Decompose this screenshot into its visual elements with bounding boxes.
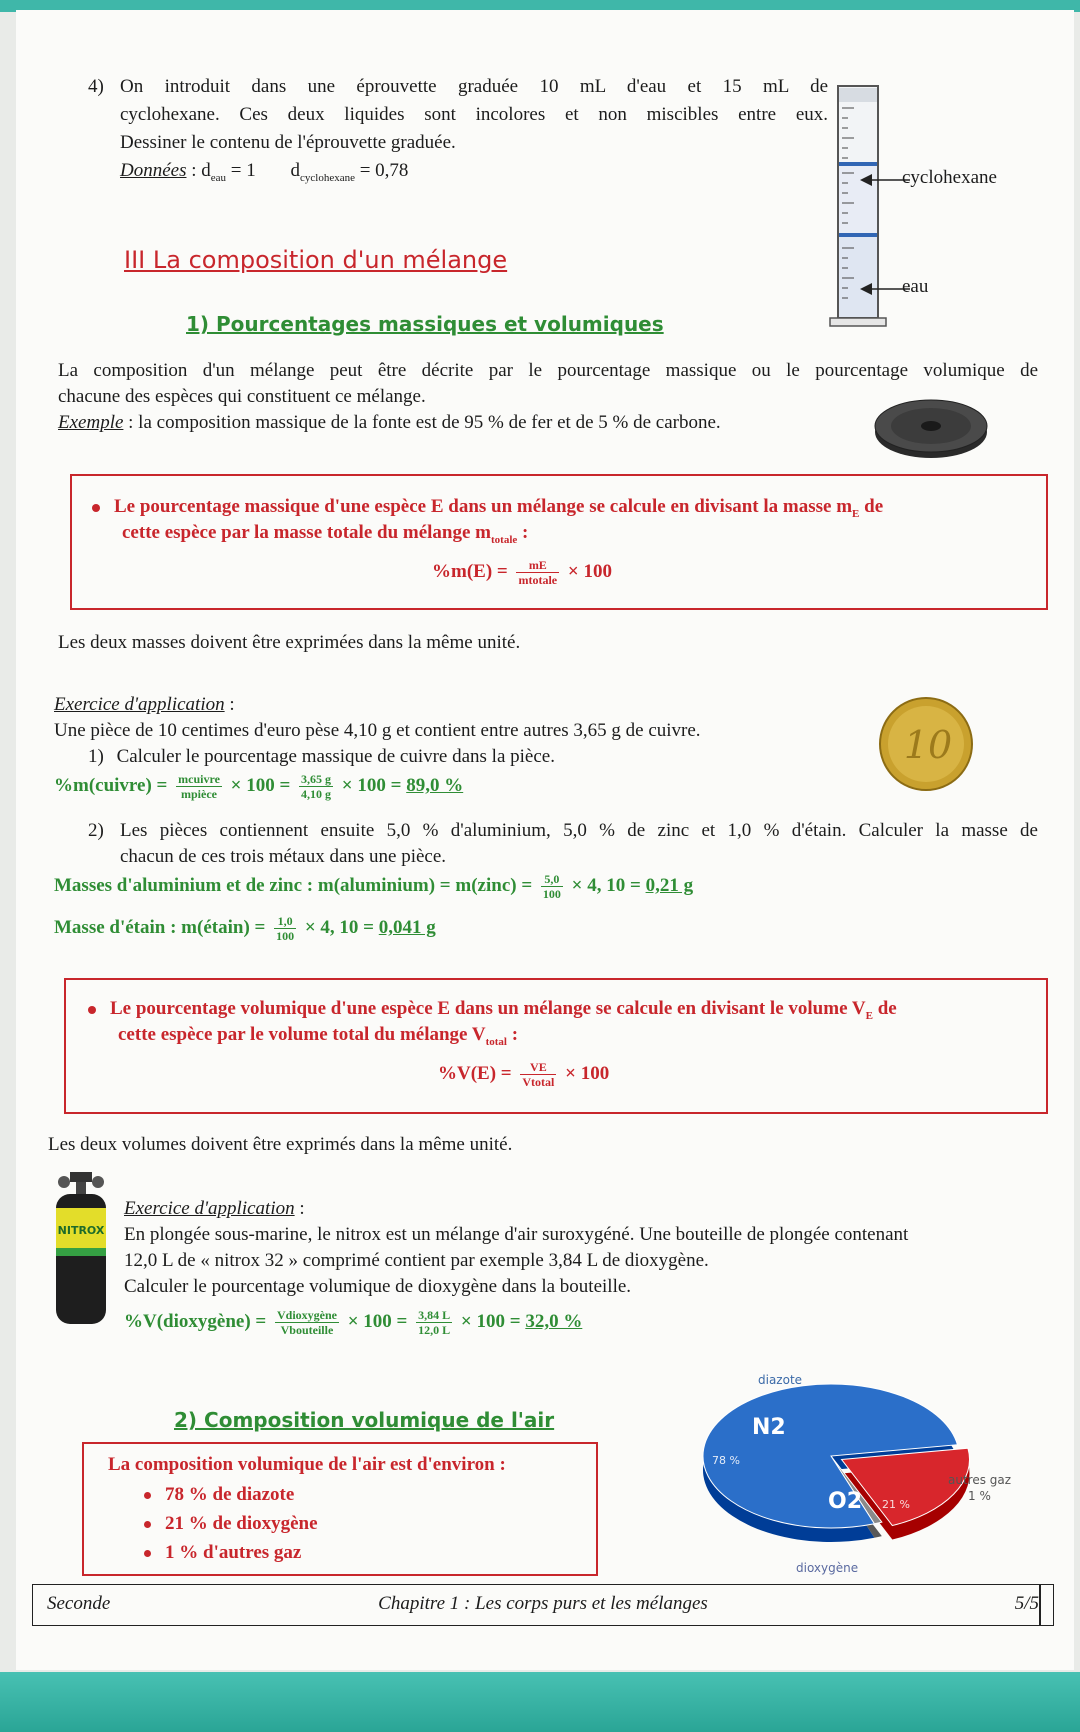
vol-def-line-2 [118,1022,518,1055]
pie-label-dioxygene: dioxygène [796,1561,859,1575]
d-cyclohexane: d [290,160,300,181]
pie-label-n2-pct: 78 % [712,1454,740,1467]
pie-label-autres: autres gaz [948,1473,1012,1487]
exercise-2-line-1: En plongée sous-marine, le nitrox est un mélange d'air suroxygéné. Une bouteille de plongée contenant [124,1224,909,1245]
d-cyclohexane-sub: cyclohexane [300,171,355,184]
exercise-1-answer-3 [54,914,436,943]
air-item-2-text: 21 % de dioxygène [165,1513,318,1534]
subsection-1-title: 1) Pourcentages massiques et volumiques [186,312,664,336]
volume-unit-note: Les deux volumes doivent être exprimés dans la même unité. [48,1134,513,1155]
question-number: 4) [88,76,104,97]
example-line [58,410,721,436]
mass-formula-rhs: × 100 [567,560,612,582]
d-eau-sub: eau [210,171,227,184]
graduated-cylinder-icon [828,78,890,338]
a2-num: 5,0 [541,872,563,887]
a1-result: 89,0 % [406,774,464,796]
air-item-2 [144,1511,318,1537]
mass-unit-note: Les deux masses doivent être exprimées dans la même unité. [58,632,521,653]
exercise-1-q2 [88,818,1038,844]
air-box-title: La composition volumique de l'air est d'environ : [108,1454,506,1475]
vol-def-end-2: : [507,1024,519,1045]
exercise-2-answer [124,1308,582,1337]
mass-def-end-2: : [517,522,529,543]
a3-num: 1,0 [274,914,296,929]
footer [32,1584,1054,1626]
section-title: III La composition d'un mélange [124,246,508,274]
euro-coin-icon [878,696,974,792]
nitrox-bottle-icon [46,1170,116,1330]
vol-formula [438,1060,609,1089]
d-cyclohexane-value: = 0,78 [354,160,409,181]
ex2-lhs: %V(dioxygène) = [124,1310,267,1332]
vol-def-sub-2: total [485,1035,507,1048]
air-composition-pie-chart [696,1356,1036,1586]
exercise-1-intro: Une pièce de 10 centimes d'euro pèse 4,10 g et contient entre autres 3,65 g de cuivre. [54,720,701,741]
exercise-2-colon: : [294,1198,305,1219]
intro-line-1: La composition d'un mélange peut être décrite par le pourcentage massique ou le pourcentage volumique de [58,360,1038,381]
q4-line-2: cyclohexane. Ces deux liquides sont incolores et non miscibles entre eux. [120,104,828,125]
q4-line-3: Dessiner le contenu de l'éprouvette graduée. [120,132,456,153]
mass-formula-lhs: %m(E) = [432,560,508,582]
q4-donnees [120,158,408,191]
a1-mid: × 100 = [230,774,291,796]
q4-line-1: On introduit dans une éprouvette graduée 10 mL d'eau et 15 mL de [120,76,828,97]
footer-divider [1039,1584,1041,1625]
footer-center: Chapitre 1 : Les corps purs et les mélanges [378,1593,708,1614]
a1-den: mpièce [181,787,217,801]
mass-formula-den: mtotale [518,573,558,587]
ex2-num: Vdioxygène [276,1308,337,1322]
coin-value: 10 [903,723,953,767]
pie-label-diazote: diazote [758,1373,803,1387]
d-eau-value: = 1 [226,160,256,181]
d-eau: d [201,160,211,181]
ex2-result: 32,0 % [525,1310,583,1332]
mass-def-end-1: de [859,496,884,517]
label-eau: eau [902,276,929,297]
example-label: Exemple [58,412,124,433]
exercise-1-answer-2 [54,872,693,901]
a1-lhs: %m(cuivre) = [54,774,168,796]
bullet-icon [92,504,100,512]
q2-line-1: Les pièces contiennent ensuite 5,0 % d'aluminium, 5,0 % de zinc et 1,0 % d'étain. Calculer la masse de [120,820,1038,841]
exercise-2-line-3: Calculer le pourcentage volumique de dioxygène dans la bouteille. [124,1276,632,1297]
pie-label-o2: O2 [828,1489,863,1514]
donnees-label: Données [120,160,187,181]
air-item-1-text: 78 % de diazote [165,1484,295,1505]
mass-def-text-1: Le pourcentage massique d'une espèce E dans un mélange se calcule en divisant la masse m [114,496,853,517]
document-page [16,10,1074,1670]
air-item-1 [144,1482,294,1508]
vol-formula-num: VE [520,1060,556,1075]
vol-formula-den: Vtotal [522,1075,555,1089]
a1-num2: 3,65 g [301,772,332,786]
mass-def-line-2 [122,520,528,553]
mass-formula-num: mE [516,558,559,573]
a2-den: 100 [542,887,561,901]
exercise-1-colon: : [224,694,235,715]
intro-line-2: chacune des espèces qui constituent ce mélange. [58,386,426,407]
subsection-2-title: 2) Composition volumique de l'air [174,1408,555,1432]
pie-label-o2-pct: 21 % [882,1498,910,1511]
exercise-2-line-2: 12,0 L de « nitrox 32 » comprimé contient par exemple 3,84 L de dioxygène. [124,1250,709,1271]
q1-number: 1) [88,746,104,767]
mass-def-text-2: cette espèce par la masse totale du mélange m [122,522,491,543]
bullet-icon [88,1006,96,1014]
a1-num: mcuivre [178,772,220,786]
question-4 [88,74,828,100]
exercise-2-label: Exercice d'application [124,1198,295,1219]
vol-formula-lhs: %V(E) = [438,1062,512,1084]
ex2-num2: 3,84 L [418,1308,451,1322]
a1-mid2: × 100 = [341,774,402,796]
mass-def-sub-2: totale [491,533,518,546]
pie-label-autres-pct: 1 % [968,1489,991,1503]
example-text: : la composition massique de la fonte est de 95 % de fer et de 5 % de carbone. [123,412,721,433]
bottom-band [0,1672,1080,1732]
vol-def-text-2: cette espèce par le volume total du mélange V [118,1024,486,1045]
exercise-1-heading [54,692,235,718]
ex2-den: Vbouteille [280,1323,334,1337]
bullet-icon [144,1521,151,1528]
bottle-label: NITROX [57,1224,105,1237]
air-item-3-text: 1 % d'autres gaz [165,1542,302,1563]
bullet-icon [144,1492,151,1499]
a3-den: 100 [276,929,295,943]
a2-mid: × 4, 10 = [571,874,641,896]
q1-text: Calculer le pourcentage massique de cuivre dans la pièce. [116,746,555,767]
bullet-icon [144,1550,151,1557]
mass-formula [432,558,612,587]
donnees-sep: : [186,160,202,181]
vol-def-sub-1: E [865,1009,873,1022]
a2-result: 0,21 g [645,874,694,896]
pie-label-n2: N2 [752,1415,786,1440]
air-item-3 [144,1540,301,1566]
vol-def-end-1: de [872,998,897,1019]
exercise-2-heading [124,1196,305,1222]
ex2-den2: 12,0 L [418,1323,451,1337]
a1-den2: 4,10 g [301,787,332,801]
exercise-1-q1 [88,744,555,770]
a2-lhs: Masses d'aluminium et de zinc : m(aluminium) = m(zinc) = [54,874,533,896]
mass-def-sub-1: E [852,507,860,520]
vol-def-text-1: Le pourcentage volumique d'une espèce E dans un mélange se calcule en divisant le volume V [110,998,866,1019]
footer-right: 5/5 [1014,1593,1039,1614]
vol-formula-rhs: × 100 [565,1062,610,1084]
footer-left: Seconde [47,1593,111,1614]
q2-number: 2) [88,820,104,841]
q2-line-2: chacun de ces trois métaux dans une pièce. [120,846,447,867]
a3-lhs: Masse d'étain : m(étain) = [54,916,266,938]
ex2-mid: × 100 = [347,1310,408,1332]
a3-result: 0,041 g [378,916,436,938]
exercise-1-answer-1 [54,772,463,801]
cast-iron-weight-icon [872,396,990,460]
exercise-1-label: Exercice d'application [54,694,225,715]
a3-mid: × 4, 10 = [304,916,375,938]
label-cyclohexane: cyclohexane [902,167,997,188]
ex2-mid2: × 100 = [460,1310,521,1332]
